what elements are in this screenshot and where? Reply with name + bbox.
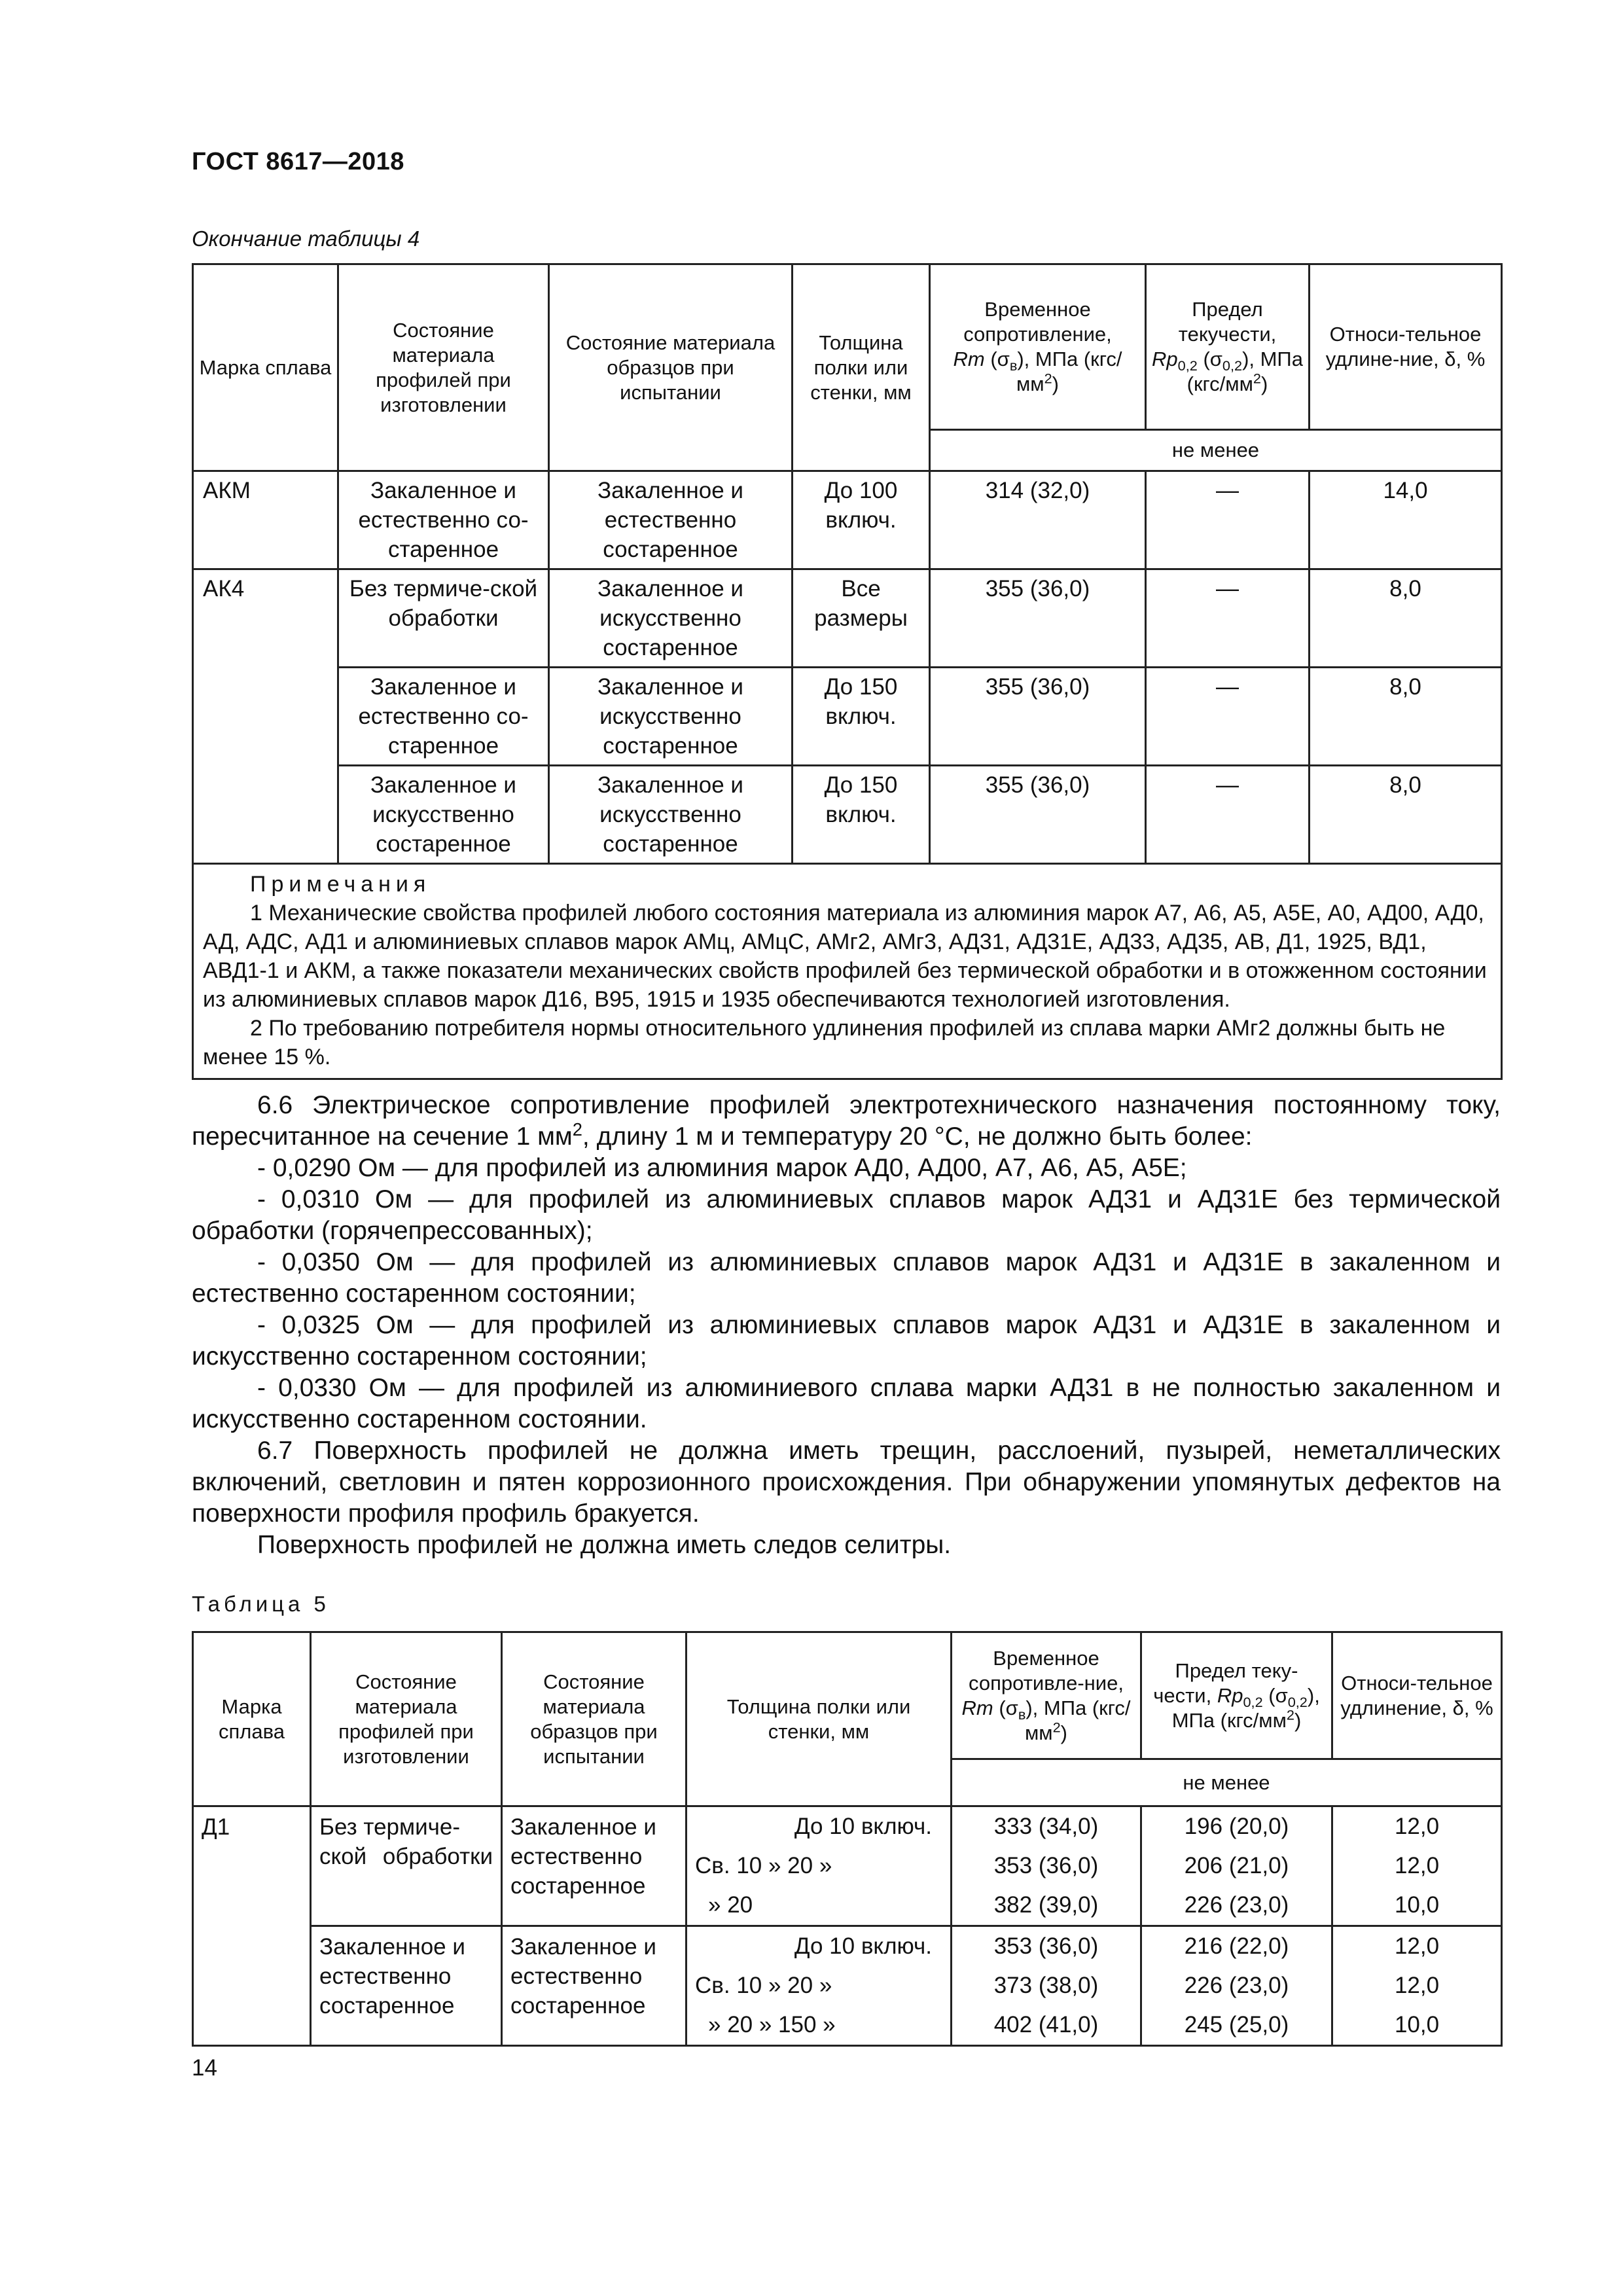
t5-elong-line: 12,0 xyxy=(1394,1853,1440,1878)
t5-cell-test: Закаленное и естественно состаренное xyxy=(502,1926,687,2046)
t4-cell-thickness: Все размеры xyxy=(793,569,930,668)
t5-cell-tensile xyxy=(952,1926,1141,2046)
body-text xyxy=(192,1090,1501,1561)
para-6-6: 6.6 Электрическое сопротивление профилей электротехнического назначения постоянному току, пересчитанное на сечение 1 $мм^2$, длину 1 м и температуру 20 °С, не должно быть более: xyxy=(192,1091,1501,1151)
t4-cell-test: Закаленное и искусственно состаренное xyxy=(549,668,793,766)
t4-cell-yield: — xyxy=(1146,668,1310,766)
t4-cell-mfg: Закаленное и искусственно состаренное xyxy=(338,766,549,864)
t5-elong-line: 12,0 xyxy=(1394,1933,1440,1959)
t5-yield-line: 226 (23,0) xyxy=(1184,1973,1289,1998)
t5-thickness-line: Св. 10 » 20 » xyxy=(695,1973,832,1998)
t4-header-tensile: Временное сопротивление, Rm $(\sigma_в)$, МПа $(кгс/мм^2)$ xyxy=(930,264,1146,430)
t5-header-tensile: Временное сопротивле-ние, Rm $(\sigma_в)$, МПа $(кгс/мм^2)$ xyxy=(952,1632,1141,1759)
t4-cell-yield: — xyxy=(1146,569,1310,668)
para-6-7: 6.7 Поверхность профилей не должна иметь трещин, расслоений, пузырей, неметаллических включений, светловин и пятен коррозионного происхождения. При обнаружении упомянутых дефектов на поверхности профиля профиль бракуется. xyxy=(192,1437,1501,1528)
para-6-7-saltpeter: Поверхность профилей не должна иметь следов селитры. xyxy=(257,1531,952,1559)
t5-header-thickness: Толщина полки или стенки, мм xyxy=(687,1632,952,1806)
list-item: - 0,0325 Ом — для профилей из алюминиевых сплавов марок АД31 и АД31Е в закаленном и искусственно состаренном состоянии; xyxy=(192,1311,1501,1371)
list-item: - 0,0290 Ом — для профилей из алюминия марок АД0, АД00, А7, А6, А5, А5Е; xyxy=(257,1154,1187,1182)
t4-cell-mfg: Закаленное и естественно со-старенное xyxy=(338,668,549,766)
t5-yield-line: 245 (25,0) xyxy=(1184,2012,1289,2037)
t5-cell-test: Закаленное и естественно состаренное xyxy=(502,1806,687,1926)
t5-cell-thickness xyxy=(687,1806,952,1926)
t5-thickness-line: До 10 включ. xyxy=(794,1933,932,1959)
t5-cell-tensile xyxy=(952,1806,1141,1926)
t5-tensile-line: 382 (39,0) xyxy=(993,1892,1099,1918)
t4-header-state-mfg: Состояние материала профилей при изготовлении xyxy=(338,264,549,471)
list-item: - 0,0330 Ом — для профилей из алюминиевого сплава марки АД31 в не полностью закаленном и искусственно состаренном состоянии. xyxy=(192,1374,1501,1433)
t5-cell-yield xyxy=(1141,1806,1332,1926)
t4-header-yield: Предел текучести, $Rp_{0,2}$ $(\sigma_{0,2})$, МПа $(кгс/мм^2)$ xyxy=(1146,264,1310,430)
t4-header-state-test: Состояние материала образцов при испытании xyxy=(549,264,793,471)
t5-header-state-test: Состояние материала образцов при испытании xyxy=(502,1632,687,1806)
table4-caption: Окончание таблицы 4 xyxy=(192,226,420,251)
t5-cell-elongation xyxy=(1332,1806,1502,1926)
t4-cell-mfg: Закаленное и естественно со-старенное xyxy=(338,471,549,569)
t4-cell-thickness: До 100 включ. xyxy=(793,471,930,569)
t5-yield-line: 206 (21,0) xyxy=(1184,1853,1289,1878)
t5-cell-thickness xyxy=(687,1926,952,2046)
t5-yield-line: 196 (20,0) xyxy=(1184,1814,1289,1839)
t4-note-1: 1 Механические свойства профилей любого состояния материала из алюминия марок А7, А6, А5, А5Е, А0, АД00, АД0, АД, АДС, АД1 и алюминиевых сплавов марок АМц, АМцС, АМг2, АМг3, АД31, АД31Е, АД33, АД35, АВ, Д1, 1925, ВД1, АВД1-1 и АКМ, а также показатели механических свойств профилей без термической обработки и в отожженном состоянии из алюминиевых сплавов марок Д16, В95, 1915 и 1935 обеспечиваются технологией изготовления. xyxy=(203,901,1487,1012)
t5-tensile-line: 402 (41,0) xyxy=(993,2012,1099,2037)
table-row xyxy=(193,569,1502,668)
table-row xyxy=(193,668,1502,766)
t4-cell-mark: АК4 xyxy=(193,569,338,864)
t5-cell-mfg: Без термиче-ской обработки xyxy=(311,1806,502,1926)
t4-cell-test: Закаленное и искусственно состаренное xyxy=(549,569,793,668)
t4-cell-thickness: До 150 включ. xyxy=(793,668,930,766)
t5-header-mark: Марка сплава xyxy=(193,1632,311,1806)
t4-header-min: не менее xyxy=(930,430,1502,471)
page-number: 14 xyxy=(192,2055,217,2081)
t4-cell-yield: — xyxy=(1146,471,1310,569)
table5 xyxy=(192,1631,1503,2047)
t5-yield-line: 226 (23,0) xyxy=(1184,1892,1289,1918)
t5-yield-line: 216 (22,0) xyxy=(1184,1933,1289,1959)
table4 xyxy=(192,263,1503,1080)
t4-notes xyxy=(193,864,1502,1079)
t4-header-mark: Марка сплава xyxy=(193,264,338,471)
t4-cell-test: Закаленное и естественно состаренное xyxy=(549,471,793,569)
t4-cell-test: Закаленное и искусственно состаренное xyxy=(549,766,793,864)
t4-cell-mfg: Без термиче-ской обработки xyxy=(338,569,549,668)
t5-cell-elongation xyxy=(1332,1926,1502,2046)
t4-cell-thickness: До 150 включ. xyxy=(793,766,930,864)
t5-header-state-mfg: Состояние материала профилей при изготовлении xyxy=(311,1632,502,1806)
t5-cell-mfg: Закаленное и естественно состаренное xyxy=(311,1926,502,2046)
t4-cell-elongation: 8,0 xyxy=(1310,766,1502,864)
t4-note-2: 2 По требованию потребителя нормы относительного удлинения профилей из сплава марки АМг2 должны быть не менее 15 %. xyxy=(203,1016,1446,1069)
t5-tensile-line: 353 (36,0) xyxy=(993,1853,1099,1878)
table-row xyxy=(193,766,1502,864)
t5-elong-line: 12,0 xyxy=(1394,1973,1440,1998)
t5-elong-line: 10,0 xyxy=(1394,2012,1440,2037)
t4-cell-tensile: 314 (32,0) xyxy=(930,471,1146,569)
t4-cell-yield: — xyxy=(1146,766,1310,864)
t5-thickness-line: До 10 включ. xyxy=(794,1814,932,1839)
t5-elong-line: 12,0 xyxy=(1394,1814,1440,1839)
table-row xyxy=(193,471,1502,569)
table-row xyxy=(193,1806,1502,1926)
t4-cell-mark: АКМ xyxy=(193,471,338,569)
t5-elong-line: 10,0 xyxy=(1394,1892,1440,1918)
t4-cell-elongation: 14,0 xyxy=(1310,471,1502,569)
t4-header-elongation: Относи-тельное удлине-ние, δ, % xyxy=(1310,264,1502,430)
t5-tensile-line: 373 (38,0) xyxy=(993,1973,1099,1998)
t5-cell-yield xyxy=(1141,1926,1332,2046)
list-item: - 0,0350 Ом — для профилей из алюминиевых сплавов марок АД31 и АД31Е в закаленном и естественно состаренном состоянии; xyxy=(192,1248,1501,1308)
t4-header-thickness: Толщина полки или стенки, мм xyxy=(793,264,930,471)
table-row xyxy=(193,1926,1502,2046)
t5-tensile-line: 353 (36,0) xyxy=(993,1933,1099,1959)
t5-cell-mark: Д1 xyxy=(193,1806,311,2046)
t5-header-min: не менее xyxy=(952,1759,1502,1806)
t5-thickness-line: » 20 » 150 » xyxy=(708,2012,836,2037)
t4-cell-elongation: 8,0 xyxy=(1310,569,1502,668)
t4-cell-tensile: 355 (36,0) xyxy=(930,766,1146,864)
t4-notes-title: Примечания xyxy=(250,872,431,897)
t5-thickness-line: » 20 xyxy=(708,1892,753,1918)
t5-tensile-line: 333 (34,0) xyxy=(993,1814,1099,1839)
table5-caption: Таблица 5 xyxy=(192,1592,330,1616)
t5-header-elongation: Относи-тельное удлинение, δ, % xyxy=(1332,1632,1502,1759)
t5-thickness-line: Св. 10 » 20 » xyxy=(695,1853,832,1878)
list-item: - 0,0310 Ом — для профилей из алюминиевых сплавов марок АД31 и АД31Е без термической обработки (горячепрессованных); xyxy=(192,1185,1501,1245)
document-header: ГОСТ 8617—2018 xyxy=(192,148,404,175)
t4-cell-elongation: 8,0 xyxy=(1310,668,1502,766)
t4-cell-tensile: 355 (36,0) xyxy=(930,668,1146,766)
t5-header-yield: Предел теку-чести, $Rp_{0,2}$ $(\sigma_{0,2})$, МПа $(кгс/мм^2)$ xyxy=(1141,1632,1332,1759)
t4-cell-tensile: 355 (36,0) xyxy=(930,569,1146,668)
